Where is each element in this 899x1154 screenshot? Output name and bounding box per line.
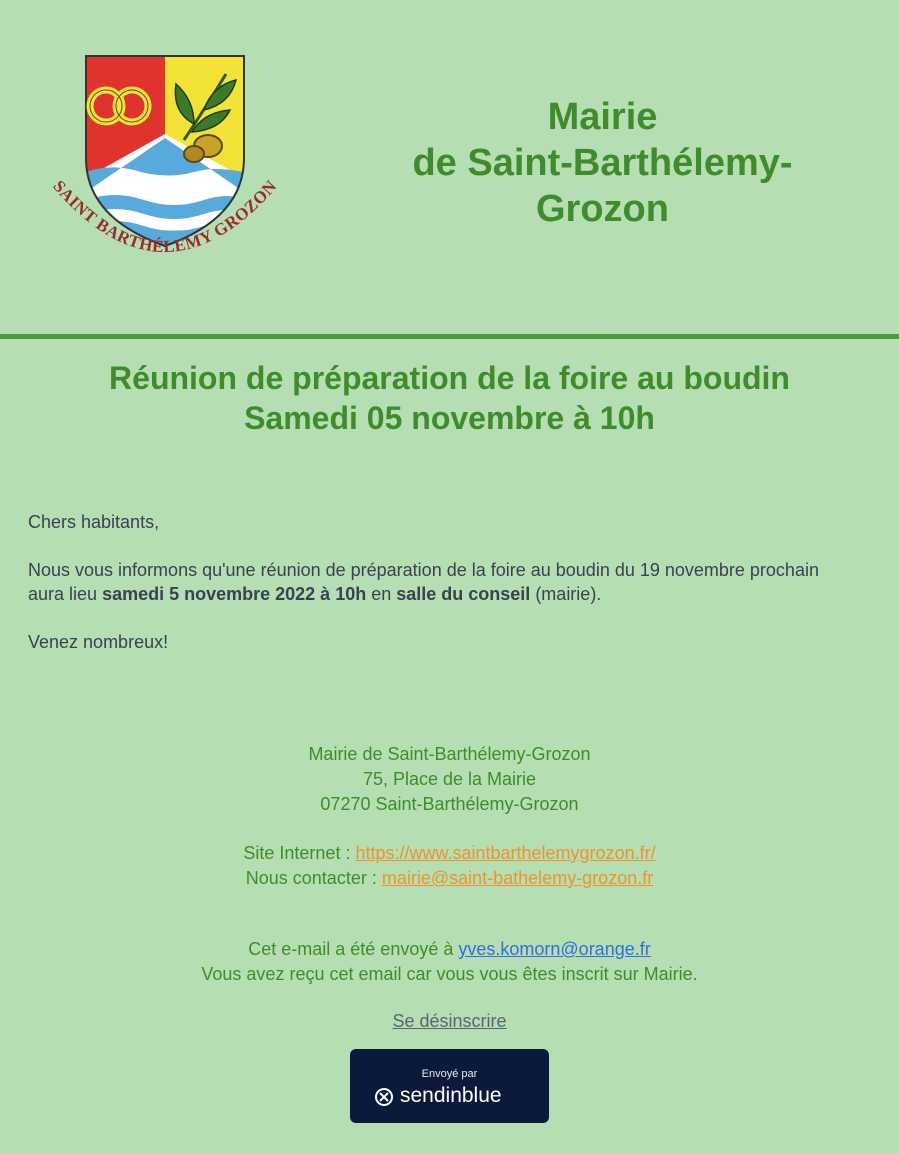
- announcement-paragraph: [28, 558, 828, 606]
- footer: [0, 742, 899, 1034]
- closing: Venez nombreux!: [28, 632, 169, 652]
- sendinblue-logo-icon: [374, 1087, 394, 1107]
- website-label: Site Internet :: [243, 843, 356, 863]
- message-body: [28, 510, 828, 678]
- para-mid: en: [366, 584, 397, 604]
- contact-row: [0, 866, 899, 891]
- contact-block: [0, 841, 899, 891]
- subscription-reason: Vous avez reçu cet email car vous vous êtes inscrit sur Mairie.: [201, 964, 698, 984]
- website-row: [0, 841, 899, 866]
- coat-of-arms-logo: [44, 50, 284, 290]
- greeting: Chers habitants,: [28, 512, 160, 532]
- header: [0, 0, 899, 336]
- meeting-location: salle du conseil: [396, 584, 531, 604]
- event-title-line-1: Réunion de préparation de la foire au boudin: [109, 360, 790, 396]
- address-line-1: Mairie de Saint-Barthélemy-Grozon: [308, 744, 591, 764]
- unsubscribe-link[interactable]: Se désinscrire: [392, 1011, 507, 1031]
- unsubscribe-row: [0, 1009, 899, 1034]
- recipient-block: [0, 937, 899, 987]
- sent-to-row: [0, 937, 899, 962]
- badge-brand-name: sendinblue: [400, 1084, 502, 1107]
- recipient-email-link[interactable]: yves.komorn@orange.fr: [458, 939, 651, 959]
- para-end: (mairie).: [530, 584, 602, 604]
- website-link[interactable]: https://www.saintbarthelemygrozon.fr/: [355, 843, 656, 863]
- para-start: Nous vous informons qu'une réunion de préparation de la foire au boudin du 19 novembre prochain aura lieu: [28, 560, 819, 604]
- contact-email-link[interactable]: mairie@saint-bathelemy-grozon.fr: [381, 868, 654, 888]
- sendinblue-badge[interactable]: [350, 1049, 549, 1123]
- crest-motto: SAINT BARTHÉLEMY GROZON: [49, 176, 281, 257]
- event-title-line-2: Samedi 05 novembre à 10h: [244, 400, 655, 436]
- address-block: [0, 742, 899, 817]
- contact-label: Nous contacter :: [245, 868, 382, 888]
- address-line-2: 75, Place de la Mairie: [362, 769, 537, 789]
- title-line-1: Mairie: [547, 96, 658, 138]
- header-divider: [0, 334, 899, 339]
- address-line-3: 07270 Saint-Barthélemy-Grozon: [320, 794, 579, 814]
- badge-brand: [374, 1083, 534, 1109]
- title-line-3: Grozon: [536, 188, 669, 230]
- badge-sent-by: Envoyé par: [421, 1068, 478, 1080]
- title-line-2: de Saint-Barthélemy-: [412, 142, 793, 184]
- meeting-date: samedi 5 novembre 2022 à 10h: [102, 584, 367, 604]
- sent-to-label: Cet e-mail a été envoyé à: [248, 939, 459, 959]
- event-title: [0, 358, 899, 438]
- organization-title: [370, 94, 835, 232]
